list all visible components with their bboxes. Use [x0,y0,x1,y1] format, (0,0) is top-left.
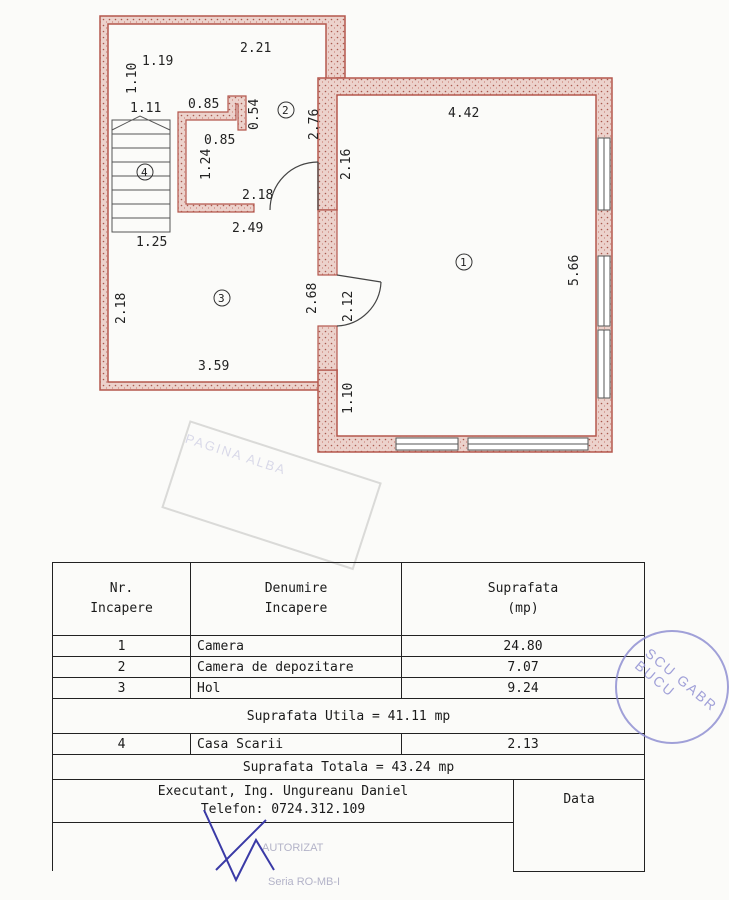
room-area: 9.24 [402,678,645,699]
dim-label: 1.19 [142,54,174,69]
dim-label: 2.18 [114,292,129,324]
seal-text: SCU GABR BUCU [631,644,721,715]
stair-nr: 4 [53,734,191,755]
room-area: 7.07 [402,657,645,678]
dim-label: 4.42 [448,106,480,121]
interior-wall-lower [318,326,337,370]
dim-label: 1.24 [199,148,214,180]
room-nr: 1 [53,636,191,657]
table-row [53,734,645,755]
dim-label: 3.59 [198,359,230,374]
window-right [598,138,610,398]
dim-label: 1.10 [125,62,140,94]
executant-phone: Telefon: 0724.312.109 [200,802,366,817]
dim-label: 0.85 [188,97,220,112]
dim-label: 1.25 [136,235,168,250]
dim-label: 2.49 [232,221,264,236]
stair-area: 2.13 [402,734,645,755]
header-nr: Nr. Incapere [53,563,191,636]
total-area: Suprafata Totala = 43.24 mp [53,755,645,780]
dim-label: 2.18 [242,188,274,203]
dim-label: 1.10 [341,382,356,414]
room-nr: 2 [53,657,191,678]
dim-label: 2.76 [307,108,322,140]
room-name: Hol [191,678,402,699]
room-nr: 3 [53,678,191,699]
dim-label: 2.16 [339,148,354,180]
table-row [53,636,645,657]
door-arc-hall [270,162,318,210]
engineer-seal [615,630,729,744]
room-name: Camera de depozitare [191,657,402,678]
dim-label: 5.66 [567,254,582,286]
header-area: Suprafata (mp) [402,563,645,636]
watermark-text: PAGINA ALBA [183,430,289,478]
area-table [52,562,645,872]
room-name: Camera [191,636,402,657]
stamp-line-1: AUTORIZAT [262,842,324,854]
date-cell: Data [514,780,645,872]
executant-name: Executant, Ing. Ungureanu Daniel [157,784,409,799]
window-bottom [396,438,588,450]
dim-label: 2.12 [341,290,356,322]
dim-label: 0.85 [204,133,236,148]
dim-label: 0.54 [247,98,262,130]
room-number: 3 [218,292,225,305]
dim-label: 2.68 [305,282,320,314]
stair-name: Casa Scarii [191,734,402,755]
room-number: 2 [282,104,289,117]
interior-wall-upper [318,210,337,275]
room-number: 4 [141,166,148,179]
header-name: Denumire Incapere [191,563,402,636]
stamp-line-2: Seria RO-MB-I [268,876,341,888]
table-row [53,678,645,699]
dim-label: 1.11 [130,101,162,116]
room-area: 24.80 [402,636,645,657]
table-row [53,657,645,678]
dim-label: 2.21 [240,41,272,56]
useful-area-total: Suprafata Utila = 41.11 mp [53,699,645,734]
room-number: 1 [460,256,467,269]
signature [196,800,286,892]
